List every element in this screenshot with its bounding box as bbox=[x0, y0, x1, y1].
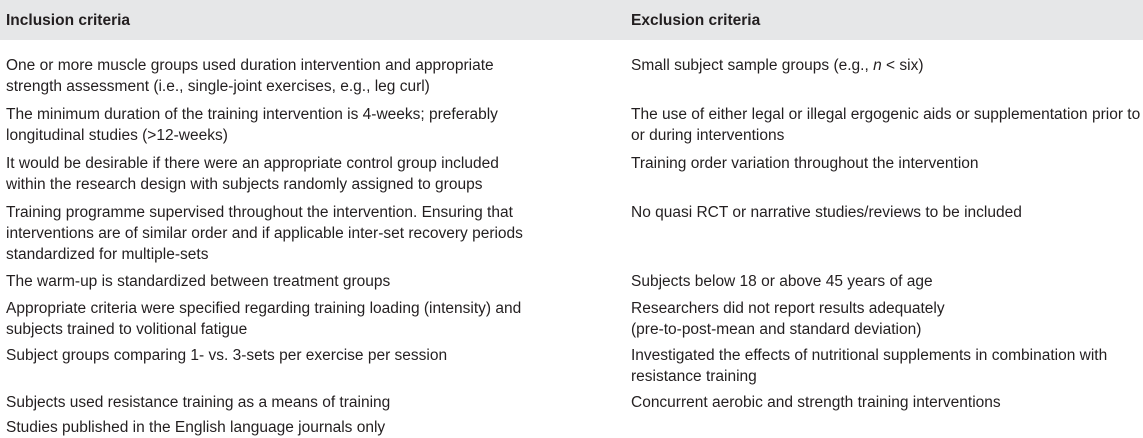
cell-line: No quasi RCT or narrative studies/reviews to be included bbox=[631, 204, 1022, 221]
exclusion-cell bbox=[631, 271, 1136, 292]
exclusion-cell bbox=[631, 298, 1136, 340]
cell-text: < six) bbox=[881, 57, 924, 74]
cell-line: Training order variation throughout the intervention bbox=[631, 155, 979, 172]
exclusion-cell bbox=[631, 55, 1136, 76]
cell-line bbox=[631, 55, 1136, 76]
inclusion-cell bbox=[6, 55, 606, 97]
cell-line: The minimum duration of the training intervention is 4-weeks; preferably bbox=[6, 106, 498, 123]
inclusion-cell bbox=[6, 417, 606, 438]
exclusion-cell bbox=[631, 392, 1136, 413]
cell-line: within the research design with subjects randomly assigned to groups bbox=[6, 176, 483, 193]
cell-line: strength assessment (i.e., single-joint exercises, e.g., leg curl) bbox=[6, 78, 430, 95]
inclusion-cell bbox=[6, 345, 606, 366]
cell-line: interventions are of similar order and if applicable inter-set recovery periods bbox=[6, 225, 523, 242]
exclusion-cell bbox=[631, 202, 1136, 223]
cell-line: subjects trained to volitional fatigue bbox=[6, 321, 248, 338]
cell-text-italic: n bbox=[873, 57, 882, 74]
cell-line: resistance training bbox=[631, 368, 757, 385]
inclusion-cell bbox=[6, 392, 606, 413]
cell-line: Concurrent aerobic and strength training interventions bbox=[631, 394, 1001, 411]
exclusion-cell bbox=[631, 104, 1141, 146]
cell-line: Investigated the effects of nutritional supplements in combination with bbox=[631, 347, 1108, 364]
cell-line: Studies published in the English language journals only bbox=[6, 419, 386, 436]
inclusion-cell bbox=[6, 271, 606, 292]
cell-line: longitudinal studies (>12-weeks) bbox=[6, 127, 228, 144]
inclusion-cell bbox=[6, 153, 606, 195]
inclusion-cell bbox=[6, 104, 606, 146]
cell-line: Researchers did not report results adequately bbox=[631, 300, 945, 317]
cell-line: One or more muscle groups used duration intervention and appropriate bbox=[6, 57, 494, 74]
cell-line: The warm-up is standardized between treatment groups bbox=[6, 273, 391, 290]
exclusion-cell bbox=[631, 153, 1136, 174]
cell-text: Small subject sample groups (e.g., bbox=[631, 57, 874, 74]
exclusion-cell bbox=[631, 345, 1136, 387]
cell-line: or during interventions bbox=[631, 127, 785, 144]
inclusion-cell bbox=[6, 202, 606, 265]
cell-line: Subjects used resistance training as a means of training bbox=[6, 394, 391, 411]
table-header bbox=[0, 0, 1143, 40]
inclusion-cell bbox=[6, 298, 606, 340]
cell-line: standardized for multiple-sets bbox=[6, 246, 209, 263]
cell-line: Training programme supervised throughout the intervention. Ensuring that bbox=[6, 204, 513, 221]
cell-line: (pre-to-post-mean and standard deviation) bbox=[631, 321, 922, 338]
cell-line: Subject groups comparing 1- vs. 3-sets per exercise per session bbox=[6, 347, 448, 364]
cell-line: The use of either legal or illegal ergogenic aids or supplementation prior to bbox=[631, 106, 1141, 123]
inclusion-criteria-heading: Inclusion criteria bbox=[6, 12, 131, 29]
cell-line: It would be desirable if there were an appropriate control group included bbox=[6, 155, 499, 172]
cell-line: Appropriate criteria were specified regarding training loading (intensity) and bbox=[6, 300, 522, 317]
cell-line: Subjects below 18 or above 45 years of age bbox=[631, 273, 933, 290]
exclusion-criteria-heading: Exclusion criteria bbox=[631, 12, 761, 29]
